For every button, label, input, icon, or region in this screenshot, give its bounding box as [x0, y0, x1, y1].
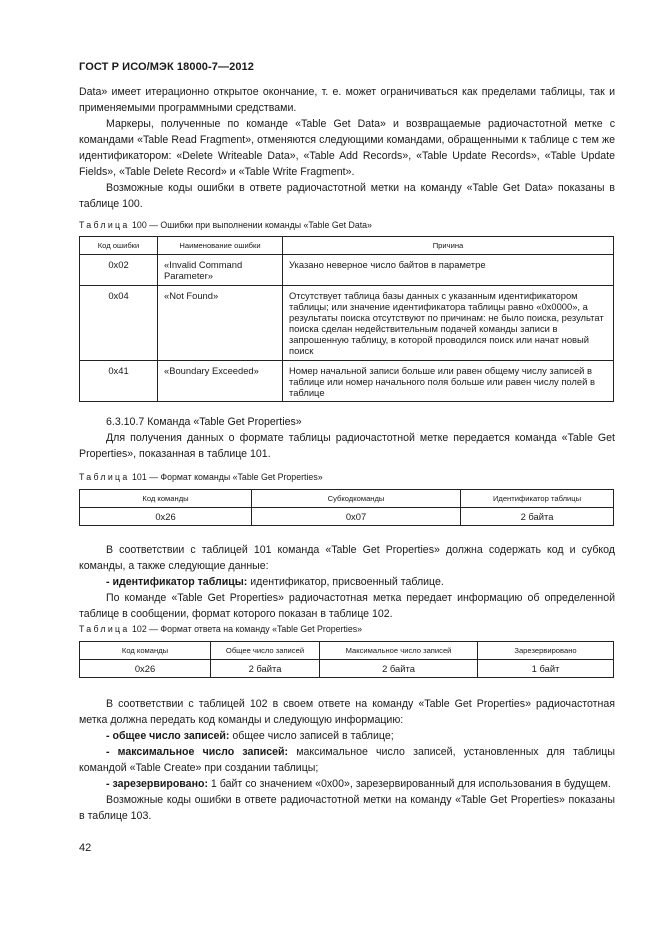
error-code-cell: 0x04 [80, 286, 158, 361]
bullet-term: - общее число записей: [106, 730, 230, 742]
section-heading: 6.3.10.7 Команда «Table Get Properties» [106, 416, 302, 428]
table-row [80, 255, 614, 286]
end-paragraph-1: В соответствии с таблицей 102 в своем ответе на команду «Table Get Properties» радиочастотная метка должна передать код команды и следующую информацию: [79, 698, 615, 726]
mid-paragraph-2: По команде «Table Get Properties» радиочастотная метка передает информацию об определенной таблице в сообщении, формат которого показан в таблице 102. [79, 592, 615, 620]
bullet-text: идентификатор, присвоенный таблице. [247, 576, 444, 588]
error-code-cell: 0x41 [80, 361, 158, 402]
intro-block [79, 84, 615, 212]
max-records-cell: 2 байта [320, 660, 478, 678]
table-101 [79, 489, 614, 526]
error-name-cell: «Invalid Command Parameter» [158, 255, 283, 286]
table100-caption [79, 220, 372, 230]
section-paragraph: Для получения данных о формате таблицы радиочастотной метке передается команда «Table Get Properties», показанная в таблице 101. [79, 432, 615, 460]
column-header: Идентификатор таблицы [461, 490, 614, 508]
table100-caption-text: 100 — Ошибки при выполнении команды «Table Get Data» [129, 220, 372, 230]
column-header: Причина [283, 237, 614, 255]
column-header: Код команды [80, 490, 252, 508]
table-id-cell: 2 байта [461, 508, 614, 526]
error-reason-cell: Отсутствует таблица базы данных с указанным идентификатором таблицы; или значение идентификатора таблицы равно «0x0000», а результаты поиска отсутствуют по причинам: не было поиска, результат поиска сделан недействительным подачей команды записи в запрошенную таблицу, в которой проводился поиск или начат новый поиск [283, 286, 614, 361]
error-reason-cell: Номер начальной записи больше или равен общему числу записей в таблице или номер начального поля больше или равен числу полей в таблице [283, 361, 614, 402]
section-6-3-10-7 [79, 414, 615, 462]
column-header: Максимальное число записей [320, 642, 478, 660]
column-header: Субкодкоманды [252, 490, 461, 508]
error-name-cell: «Not Found» [158, 286, 283, 361]
table-row [80, 286, 614, 361]
intro-paragraph-3: Возможные коды ошибки в ответе радиочастотной метки на команду «Table Get Data» показаны в таблице 100. [79, 182, 615, 210]
table-row [80, 361, 614, 402]
document-header: ГОСТ Р ИСО/МЭК 18000-7—2012 [79, 61, 254, 73]
end-bullet-3 [79, 776, 615, 792]
table-header-row [80, 490, 614, 508]
table101-caption-text: 101 — Формат команды «Table Get Properties» [129, 472, 323, 482]
bullet-text: общее число записей в таблице; [229, 730, 394, 742]
command-code-cell: 0x26 [80, 508, 252, 526]
bullet-term: - идентификатор таблицы: [106, 576, 248, 588]
error-name-cell: «Boundary Exceeded» [158, 361, 283, 402]
table-100 [79, 236, 614, 402]
table-header-row [80, 237, 614, 255]
error-code-cell: 0x02 [80, 255, 158, 286]
error-reason-cell: Указано неверное число байтов в параметре [283, 255, 614, 286]
mid-block [79, 542, 615, 622]
bullet-text: максимальное число записей, установленных для таблицы командой «Table Create» при создании таблицы; [79, 746, 615, 774]
bullet-term: - максимальное число записей: [106, 746, 289, 758]
table101-caption-prefix: Таблица [79, 472, 130, 482]
column-header: Код команды [80, 642, 211, 660]
reserved-cell: 1 байт [478, 660, 614, 678]
end-bullet-1 [79, 728, 615, 744]
page-number: 42 [79, 842, 92, 854]
table102-caption-text: 102 — Формат ответа на команду «Table Get Properties» [129, 624, 363, 634]
subcode-cell: 0x07 [252, 508, 461, 526]
table102-caption [79, 624, 362, 634]
end-bullet-2 [79, 744, 615, 776]
mid-paragraph-1: В соответствии с таблицей 101 команда «Table Get Properties» должна содержать код и субкод команды, а также следующие данные: [79, 544, 615, 572]
end-paragraph-2: Возможные коды ошибки в ответе радиочастотной метки на команду «Table Get Properties» показаны в таблице 103. [79, 794, 615, 822]
table-row [80, 508, 614, 526]
end-block [79, 696, 615, 824]
bullet-term: - зарезервировано: [106, 778, 208, 790]
table100-caption-prefix: Таблица [79, 220, 130, 230]
column-header: Зарезервировано [478, 642, 614, 660]
total-records-cell: 2 байта [211, 660, 320, 678]
command-code-cell: 0x26 [80, 660, 211, 678]
column-header: Общее число записей [211, 642, 320, 660]
table-header-row [80, 642, 614, 660]
bullet-text: 1 байт со значением «0x00», зарезервированный для использования в будущем. [207, 778, 611, 790]
table101-caption [79, 472, 323, 482]
table102-caption-prefix: Таблица [79, 624, 130, 634]
table-102 [79, 641, 614, 678]
column-header: Код ошибки [80, 237, 158, 255]
intro-paragraph-1: Data» имеет итерационно открытое окончание, т. е. может ограничиваться как пределами таблицы, так и применяемыми программными средствами. [79, 86, 615, 114]
column-header: Наименование ошибки [158, 237, 283, 255]
mid-bullet [79, 574, 615, 590]
intro-paragraph-2: Маркеры, полученные по команде «Table Get Data» и возвращаемые радиочастотной метке с командами «Table Read Fragment», отменяются следующими командами, обращенными к таблице с тем же идентификатором: «Delete Writeable Data», «Table Add Records», «Table Update Records», «Table Update Fields», «Table Delete Record» и «Table Write Fragment». [79, 118, 615, 178]
table-row [80, 660, 614, 678]
